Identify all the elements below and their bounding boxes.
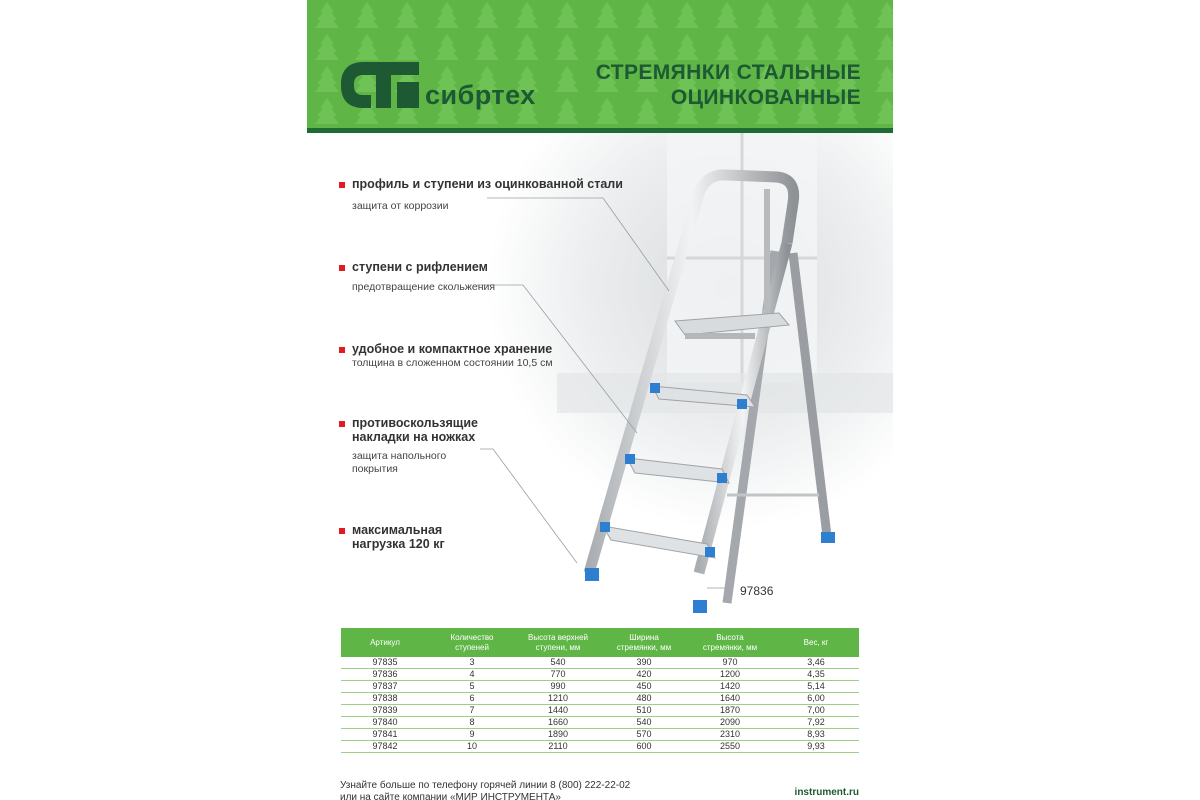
- spec-table: [341, 628, 859, 753]
- table-cell: 7,92: [773, 717, 859, 729]
- feature-note: защита от коррозии: [352, 200, 449, 212]
- table-cell: 770: [515, 669, 601, 681]
- table-cell: 2090: [687, 717, 773, 729]
- table-row: [341, 741, 859, 753]
- table-cell: 390: [601, 657, 687, 669]
- table-cell: 540: [601, 717, 687, 729]
- brand-logo-icon: [341, 62, 421, 108]
- table-cell: 970: [687, 657, 773, 669]
- table-row: [341, 681, 859, 693]
- header-text: стремянки, мм: [702, 642, 758, 652]
- table-cell: 1870: [687, 705, 773, 717]
- table-cell: 7,00: [773, 705, 859, 717]
- table-cell: 1210: [515, 693, 601, 705]
- table-cell: 7: [429, 705, 515, 717]
- banner-title-line2: ОЦИНКОВАННЫЕ: [670, 86, 861, 109]
- table-row: [341, 669, 859, 681]
- header-text: Высота верхней: [528, 632, 588, 642]
- table-cell: 8: [429, 717, 515, 729]
- table-header-cell: [341, 628, 429, 657]
- table-cell: 420: [601, 669, 687, 681]
- table-cell: 97836: [341, 669, 429, 681]
- table-cell: 97835: [341, 657, 429, 669]
- table-cell: 1440: [515, 705, 601, 717]
- feature-note: толщина в сложенном состоянии 10,5 см: [352, 357, 553, 369]
- table-cell: 5,14: [773, 681, 859, 693]
- table-cell: 97838: [341, 693, 429, 705]
- table-header-cell: [515, 628, 601, 657]
- table-cell: 97839: [341, 705, 429, 717]
- table-cell: 97840: [341, 717, 429, 729]
- feature-heading: удобное и компактное хранение: [352, 342, 553, 356]
- table-cell: 990: [515, 681, 601, 693]
- table-cell: 4: [429, 669, 515, 681]
- table-cell: 97837: [341, 681, 429, 693]
- header-text: Вес, кг: [803, 637, 829, 647]
- foot-pad-rear: [821, 532, 835, 543]
- table-cell: 3: [429, 657, 515, 669]
- table-cell: 4,35: [773, 669, 859, 681]
- table-header-cell: [601, 628, 687, 657]
- table-cell: 570: [601, 729, 687, 741]
- table-cell: 2110: [515, 741, 601, 753]
- table-row: [341, 717, 859, 729]
- header-banner: [307, 0, 893, 128]
- table-cell: 450: [601, 681, 687, 693]
- bullet-icon: [339, 182, 345, 188]
- feature-heading-2: нагрузка 120 кг: [352, 537, 445, 551]
- table-cell: 540: [515, 657, 601, 669]
- bullet-icon: [339, 528, 345, 534]
- table-cell: 1640: [687, 693, 773, 705]
- table-cell: 6: [429, 693, 515, 705]
- header-text: стремянки, мм: [616, 642, 672, 652]
- footer-company: или на сайте компании «МИР ИНСТРУМЕНТА»: [340, 792, 561, 800]
- header-text: Артикул: [370, 637, 400, 647]
- header-text: Высота: [716, 632, 744, 642]
- footer-url-link[interactable]: instrument.ru: [794, 787, 859, 798]
- header-text: ступени, мм: [535, 642, 581, 652]
- foot-pad-front-right: [693, 600, 707, 613]
- feature-note-2: покрытия: [352, 463, 398, 475]
- table-cell: 6,00: [773, 693, 859, 705]
- table-cell: 8,93: [773, 729, 859, 741]
- feature-note: предотвращение скольжения: [352, 281, 496, 293]
- table-header-cell: [687, 628, 773, 657]
- table-row: [341, 705, 859, 717]
- table-cell: 600: [601, 741, 687, 753]
- feature-heading: максимальная: [352, 523, 443, 537]
- table-row: [341, 693, 859, 705]
- table-row: [341, 657, 859, 669]
- header-text: Ширина: [629, 632, 659, 642]
- table-row: [341, 729, 859, 741]
- table-cell: 5: [429, 681, 515, 693]
- feature-heading: профиль и ступени из оцинкованной стали: [352, 177, 623, 191]
- table-cell: 1890: [515, 729, 601, 741]
- table-header-cell: [773, 628, 859, 657]
- bullet-icon: [339, 265, 345, 271]
- model-label: 97836: [740, 584, 774, 598]
- table-cell: 1660: [515, 717, 601, 729]
- table-header-cell: [429, 628, 515, 657]
- table-cell: 97841: [341, 729, 429, 741]
- banner-title-line1: СТРЕМЯНКИ СТАЛЬНЫЕ: [595, 61, 861, 84]
- table-cell: 480: [601, 693, 687, 705]
- brand-name: сибртех: [425, 80, 536, 110]
- bullet-icon: [339, 347, 345, 353]
- table-header-row: [341, 628, 859, 657]
- header-text: Количество: [450, 632, 494, 642]
- header-text: ступеней: [455, 642, 489, 652]
- feature-note: защита напольного: [352, 450, 447, 462]
- bullet-icon: [339, 421, 345, 427]
- feature-heading: противоскользящие: [352, 416, 478, 430]
- table-cell: 1200: [687, 669, 773, 681]
- table-cell: 9: [429, 729, 515, 741]
- table-cell: 97842: [341, 741, 429, 753]
- table-cell: 510: [601, 705, 687, 717]
- product-sheet: [307, 0, 893, 800]
- table-cell: 2550: [687, 741, 773, 753]
- table-cell: 2310: [687, 729, 773, 741]
- table-cell: 3,46: [773, 657, 859, 669]
- foot-pad-front-left: [585, 568, 599, 581]
- table-cell: 10: [429, 741, 515, 753]
- table-body: [341, 657, 859, 753]
- table-cell: 9,93: [773, 741, 859, 753]
- footer-hotline: Узнайте больше по телефону горячей линии 8 (800) 222-22-02: [340, 780, 631, 791]
- feature-heading: ступени с рифлением: [352, 260, 488, 274]
- feature-heading-2: накладки на ножках: [352, 430, 476, 444]
- table-cell: 1420: [687, 681, 773, 693]
